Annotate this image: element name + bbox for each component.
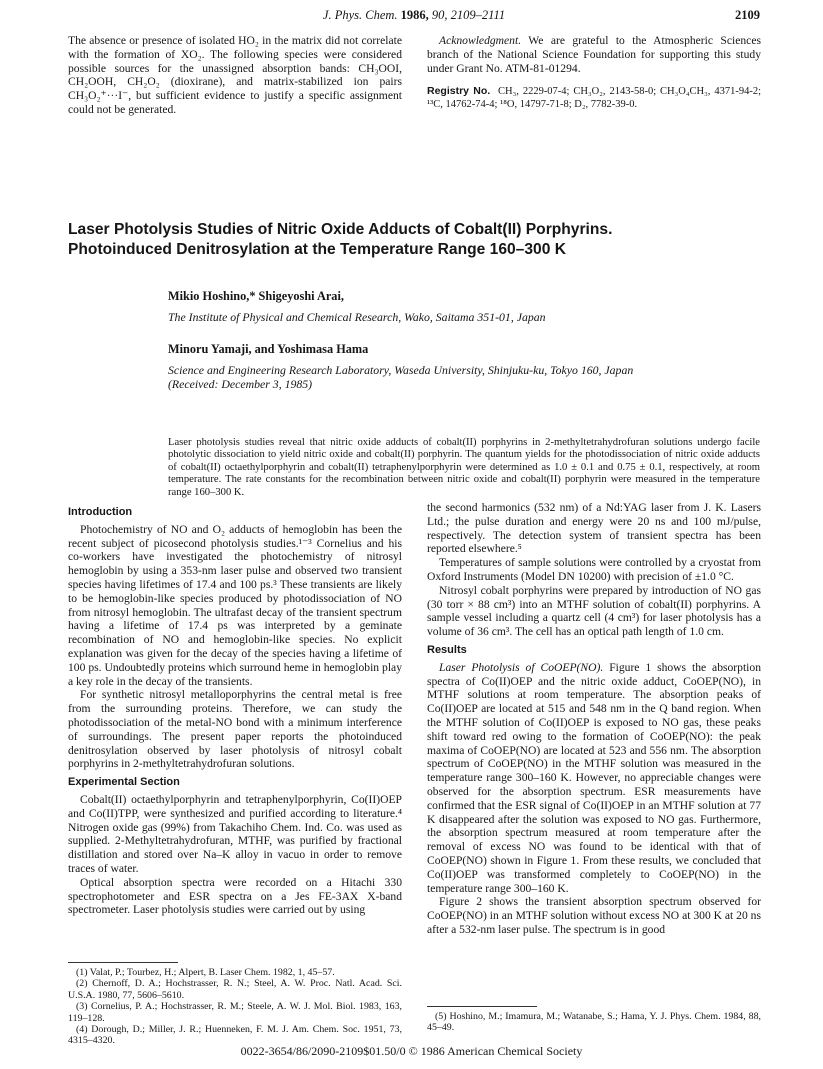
experimental-paragraph-1: Cobalt(II) octaethylporphyrin and tetraphenylporphyrin, Co(II)OEP and Co(II)TPP, were synthesized and purified according to literature.⁴ Nitrogen oxide gas (99%) from Takachiho Chem. Ind. Co. was used as supplied. 2-Methyltetrahydrofuran, MTHF, was purified by fractional distillation and stored over Na–K alloy in vacuo in order to remove traces of water. [68, 792, 402, 875]
results-subheading: Laser Photolysis of CoOEP(NO). [439, 660, 604, 674]
ack-text: We are grateful to the Atmospheric Sciences branch of the National Science Foundation for supporting this study under Grant No. ATM-81-01294. [427, 34, 761, 75]
method-paragraph-2: Temperatures of sample solutions were controlled by a cryostat from Oxford Instruments (Model DN 10200) with precision of ±1.0 °C. [427, 556, 761, 583]
author-group-2: Minoru Yamaji, and Yoshimasa Hama [168, 342, 369, 356]
author-group-1: Mikio Hoshino,* Shigeyoshi Arai, [168, 289, 344, 303]
footnotes-right [427, 1011, 761, 1034]
page-number: 2109 [735, 8, 760, 22]
results-paragraph-1-text: Figure 1 shows the absorption spectra of Co(II)OEP and the nitric oxide adduct, CoOEP(NO), in MTHF solutions at room temperature. The absorption peaks of Co(II)OEP are located at 515 and 548 nm in the Q band region. When the MTHF solution of Co(II)OEP is exposed to NO gas, these peaks shift toward red owing to the formation of CoOEP(NO): the peak maxima of CoOEP(NO) are located at 523 and 556 nm. The absorption spectrum of CoOEP(NO) in the MTHF solution was measured in the temperature range 300–160 K. However, no appreciable changes were observed for the absorption spectrum. ESR measurements have confirmed that the ESR signal of Co(II)OEP in an MTHF solution at 77 K disappeared after the solution was exposed to NO gas. Furthermore, the absorption spectrum measured at room temperature after the removal of excess NO was found to be identical with that of CoOEP(NO) shown in Figure 1. From these results, we concluded that Co(II)OEP was transformed completely to CoOEP(NO) in the temperature range 300–160 K. [427, 660, 761, 895]
copyright-footer: 0022-3654/86/2090-2109$01.50/0 © 1986 American Chemical Society [240, 1044, 583, 1058]
footnote-5: (5) Hoshino, M.; Imamura, M.; Watanabe, S.; Hama, Y. J. Phys. Chem. 1984, 88, 45–49. [427, 1011, 761, 1034]
footnote-3: (3) Cornelius, P. A.; Hochstrasser, R. M.; Steele, A. W. J. Mol. Biol. 1983, 163, 119–128. [68, 1001, 402, 1024]
results-paragraph-1 [427, 661, 761, 896]
affiliation-2-address: Science and Engineering Research Laboratory, Waseda University, Shinjuku-ku, Tokyo 160, Japan [168, 363, 634, 377]
abstract: Laser photolysis studies reveal that nitric oxide adducts of cobalt(II) porphyrins in 2-methyltetrahydrofuran solutions undergo facile photolytic dissociation to yield nitric oxide and cobalt(II) porphyrin. The quantum yields for the photodissociation of nitric oxide adducts of cobalt(II) octaethylporphyrin and cobalt(II) tetraphenylporphyrin were determined as 1.0 ± 0.1 and 0.75 ± 0.1, respectively, at room temperature. The rate constants for the recombination between nitric oxide and cobalt(II) porphyrin were measured in the temperature range 160–300 K. [168, 437, 760, 498]
footnotes-left [68, 967, 402, 1047]
registry-text: CH₃, 2229-07-4; CH₃O₂, 2143-58-0; CH₃O₄CH₃, 4371-94-2; ¹³C, 14762-74-4; ¹⁸O, 14797-71-8; D₂, 7782-39-0. [427, 86, 761, 110]
footnote-rule-left [68, 962, 178, 963]
affiliation-1: The Institute of Physical and Chemical Research, Wako, Saitama 351-01, Japan [168, 310, 546, 324]
method-paragraph-1: the second harmonics (532 nm) of a Nd:YAG laser from J. K. Lasers Ltd.; the pulse duration and energy were 20 ns and 100 mJ/pulse, respectively. The detection system of transient spectra has been reported elsewhere.⁵ [427, 501, 761, 556]
title-line-2: Photoinduced Denitrosylation at the Temperature Range 160–300 K [68, 241, 566, 258]
ack-label: Acknowledgment. [439, 34, 522, 47]
affiliation-2 [168, 363, 748, 391]
footnote-rule-right [427, 1006, 537, 1007]
footnote-2: (2) Chernoff, D. A.; Hochstrasser, R. N.; Steel, A. W. Proc. Natl. Acad. Sci. U.S.A. 1980, 77, 5606–5610. [68, 978, 402, 1001]
results-paragraph-2: Figure 2 shows the transient absorption spectrum observed for CoOEP(NO) in an MTHF solution without excess NO at 300 K at 20 ns after a 532-nm laser pulse. The spectrum is in good [427, 895, 761, 936]
experimental-heading: Experimental Section [68, 776, 180, 789]
footnote-4: (4) Dorough, D.; Miller, J. R.; Huenneken, F. M. J. Am. Chem. Soc. 1951, 73, 4315–4320. [68, 1024, 402, 1047]
article-title [68, 220, 768, 260]
title-line-1: Laser Photolysis Studies of Nitric Oxide Adducts of Cobalt(II) Porphyrins. [68, 221, 613, 238]
registry-numbers [427, 85, 761, 111]
previous-article-text: The absence or presence of isolated HO₂ in the matrix did not correlate with the formation of XO₂. The following species were considered possible sources for the unassigned absorption bands: CH₃OOI, CH₂OOH, CH₂O₂ (dioxirane), and matrix-stabilized ion pairs CH₃O₂⁺···I⁻, but sufficient evidence to justify a specific assignment could not be generated. [68, 34, 402, 116]
received-date: (Received: December 3, 1985) [168, 377, 313, 391]
introduction-paragraph-2: For synthetic nitrosyl metalloporphyrins the central metal is free from the surrounding proteins. Therefore, we can study the photodissociation of the metal-NO bond with a minimum interference of surroundings. The present paper reports the photoinduced denitrosylation observed by laser photolysis of nitrosyl cobalt porphyrins in 2-methyltetrahydrofuran solutions. [68, 688, 402, 771]
journal-year: 1986, [400, 8, 429, 22]
experimental-paragraph-2: Optical absorption spectra were recorded on a Hitachi 330 spectrophotometer and ESR spectra on a Jes FE-3AX X-band spectrometer. Laser photolysis studies were carried out by using [68, 875, 402, 917]
results-heading: Results [427, 643, 467, 656]
right-column [427, 501, 761, 937]
method-paragraph-3: Nitrosyl cobalt porphyrins were prepared by introduction of NO gas (30 torr × 88 cm³) into an MTHF solution of cobalt(II) porphyrins. A sample vessel including a quartz cell (4 cm³) for laser photolysis has a volume of 36 cm³. The cell has an optical path length of 1.0 cm. [427, 583, 761, 639]
running-header [68, 8, 760, 24]
footnote-1: (1) Valat, P.; Tourbez, H.; Alpert, B. Laser Chem. 1982, 1, 45–57. [76, 967, 335, 978]
left-column [68, 501, 402, 917]
journal-citation [68, 8, 760, 23]
introduction-paragraph-1: Photochemistry of NO and O₂ adducts of hemoglobin has been the recent subject of picosecond photolysis studies.¹⁻³ Cornelius and his co-workers have investigated the photochemistry of nitrosyl hemoglobin by using a 353-nm laser pulse and observed two transient species having lifetimes of 17.4 and 100 ps.³ These transients are likely to be hemoglobin-like species produced by photodissociation of NO from nitrosyl hemoglobin. The ultrafast decay of the transient spectrum having a lifetime of 17.4 ps was interpreted by a geminate recombination of NO and hemoglobin-like species. No explicit explanation was given for the decay of the species having a lifetime of 100 ps. Undoubtedly proteins which surround heme in hemoglobin play a key role in the decay of the transients. [68, 522, 402, 688]
journal-pages: 90, 2109–2111 [431, 8, 506, 22]
journal-name: J. Phys. Chem. [322, 8, 398, 22]
registry-label: Registry No. [427, 85, 491, 98]
introduction-heading: Introduction [68, 506, 133, 518]
previous-article-ending [68, 34, 402, 117]
previous-article-acknowledgment [427, 34, 761, 111]
